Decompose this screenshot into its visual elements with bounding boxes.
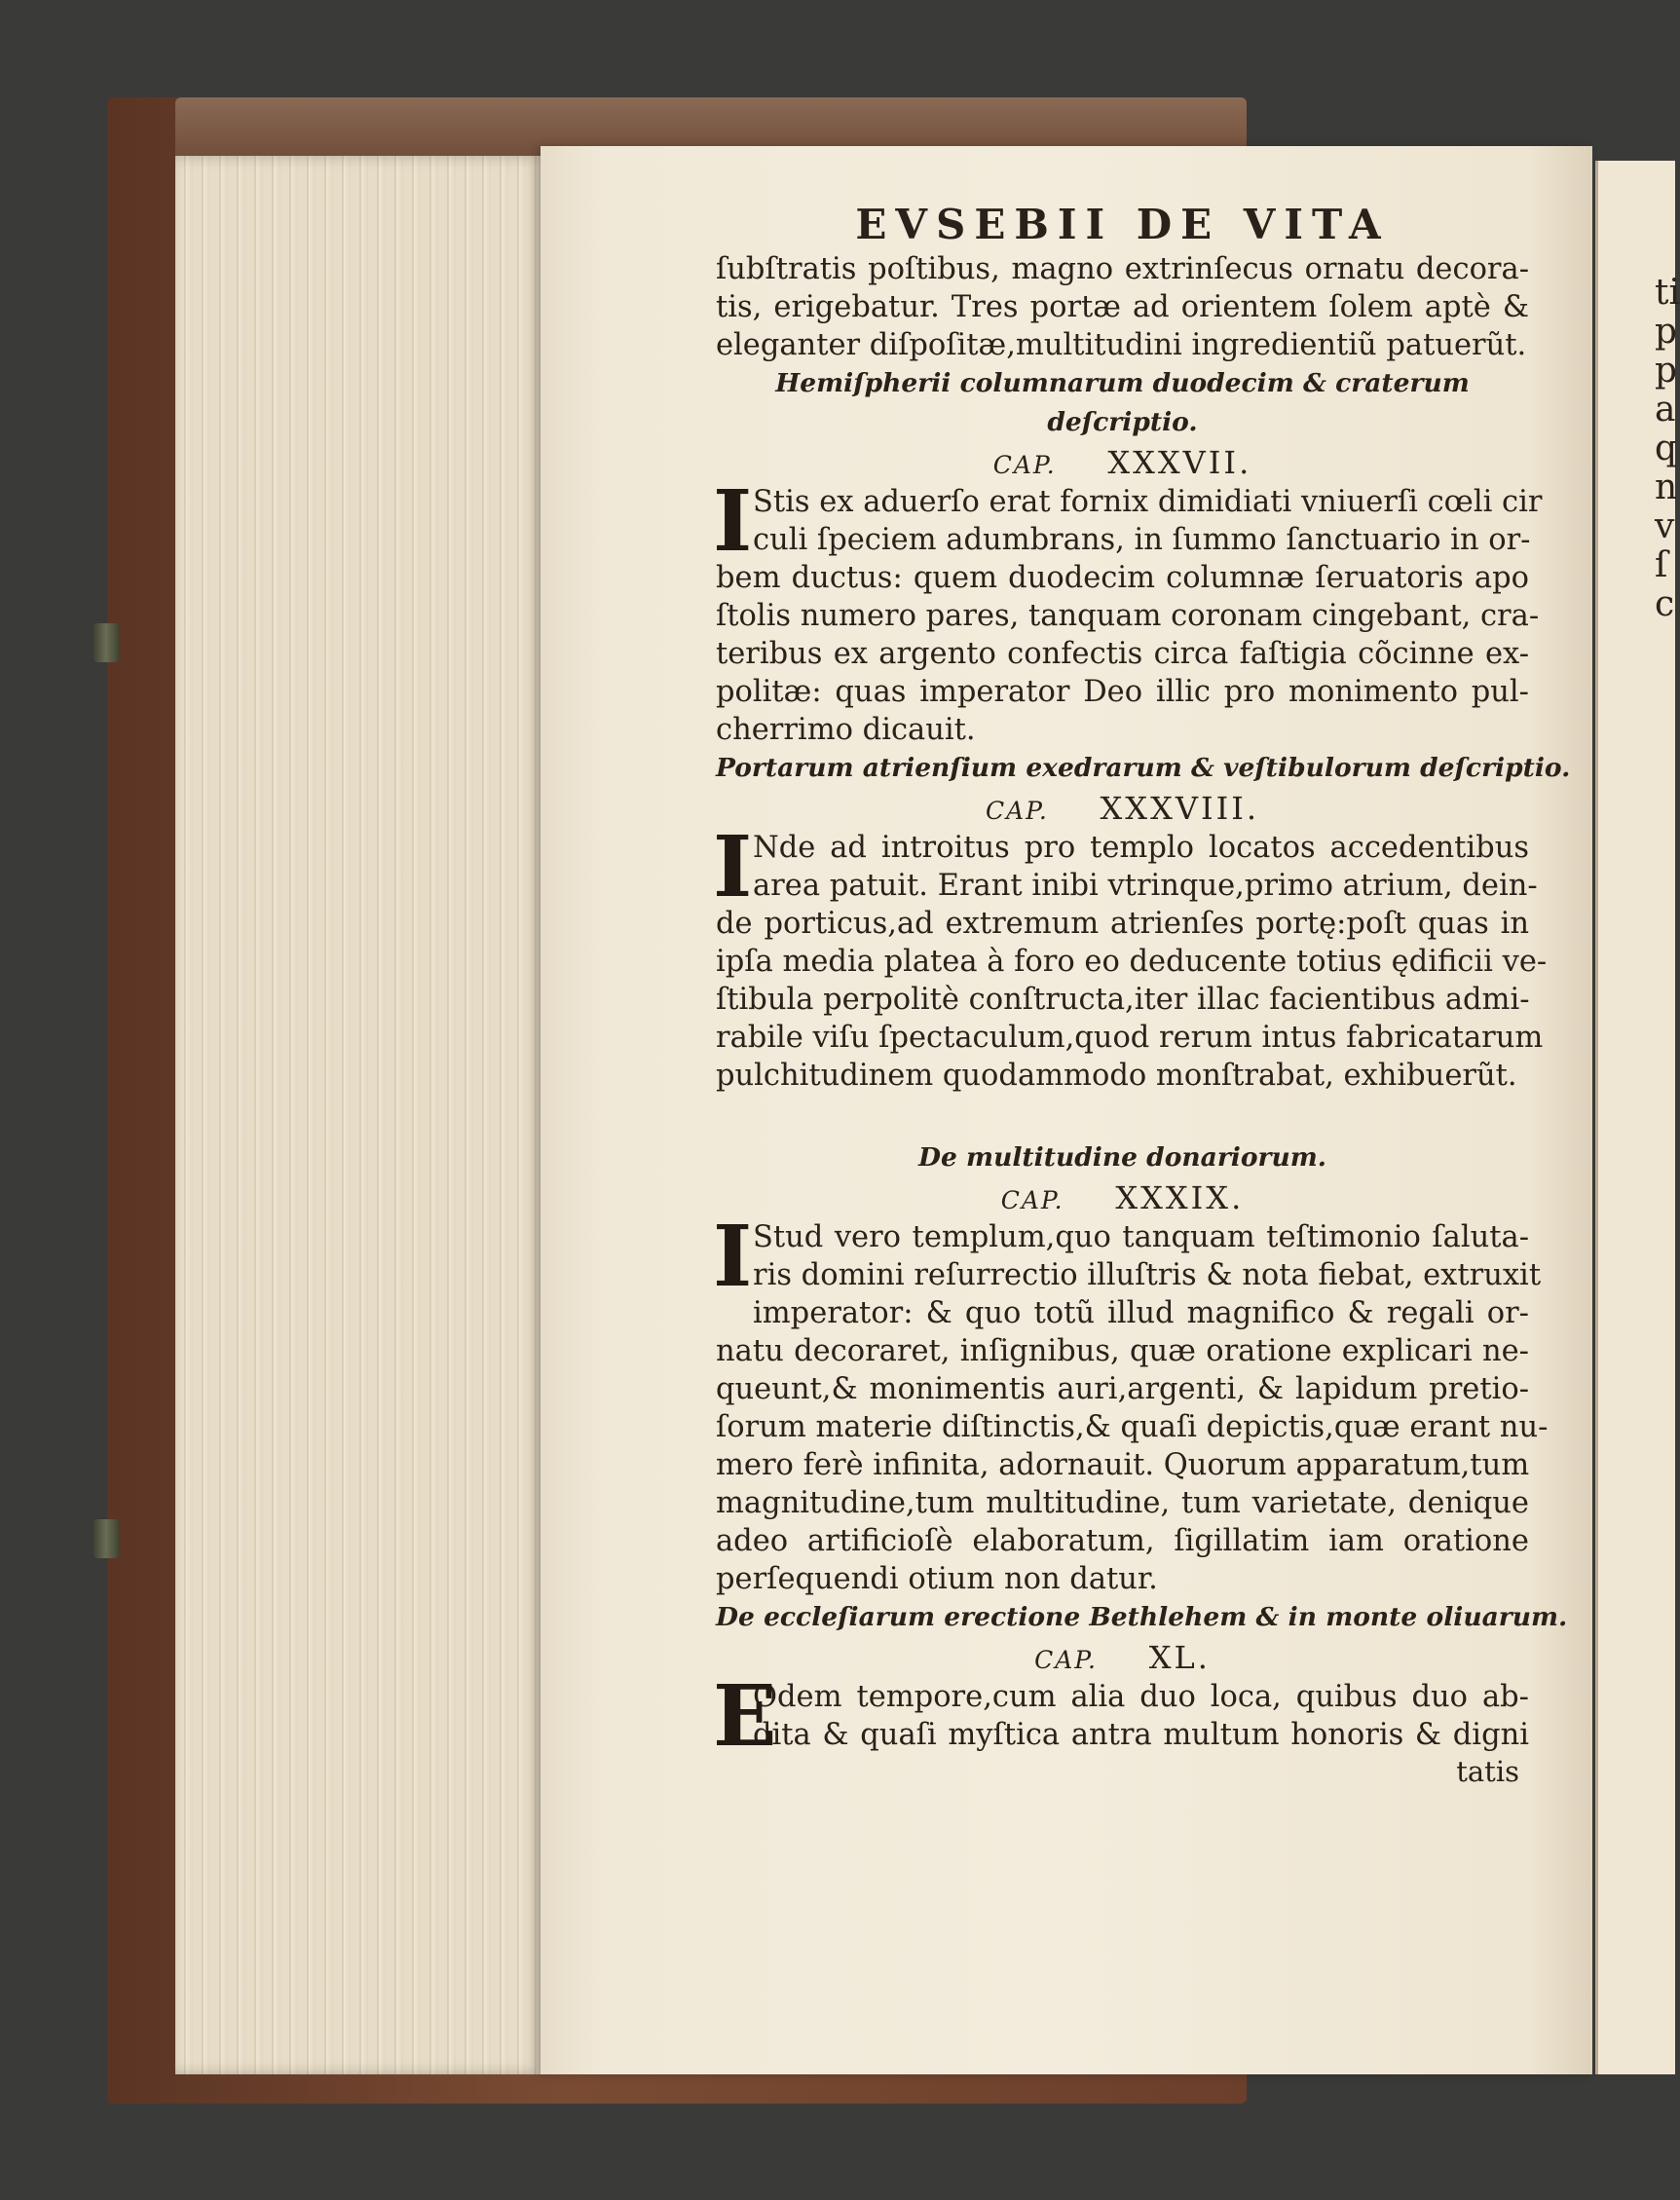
intro-paragraph [716, 250, 1529, 364]
text-line: Stis ex aduerſo erat fornix dimidiati vniuerſi cœli cir [753, 485, 1543, 519]
text-line: queunt,& monimentis auri,argenti, & lapidum pretio- [716, 1372, 1529, 1406]
chapter-paragraph [713, 1208, 1549, 1598]
facing-page-letter: ſ [1655, 545, 1668, 585]
chapters [713, 364, 1571, 1766]
facing-page-letter: c [1655, 584, 1675, 624]
drop-capital: I [713, 1208, 753, 1306]
text-line: ſtolis numero pares, tanquam coronam cingebant, cra- [716, 599, 1540, 633]
text-line: adeo artificioſè elaboratum, ſigillatim iam oratione [716, 1524, 1529, 1558]
facing-page-letter: q [1655, 429, 1678, 468]
facing-page-letter: ti [1655, 273, 1680, 313]
text-line: de porticus,ad extremum atrienſes portę:poſt quas in [716, 907, 1529, 941]
text-line: bem ductus: quem duodecim columnæ ſeruatoris apo [716, 561, 1529, 595]
page-text [713, 200, 1571, 1789]
text-line: culi ſpeciem adumbrans, in ſummo ſanctuario in or- [753, 523, 1531, 557]
clasp-top [93, 623, 119, 662]
text-line: rabile viſu ſpectaculum,quod rerum intus fabricatarum [716, 1021, 1544, 1055]
chapter-number [716, 1177, 1529, 1218]
text-line: ris domini reſurrectio illuſtris & nota fiebat, extruxit [753, 1258, 1542, 1292]
running-head: EVSEBII DE VITA [855, 201, 1390, 248]
chapter-heading: Portarum atrienſium exedrarum & veſtibulorum deſcriptio. [716, 753, 1571, 783]
chapter-paragraph [713, 818, 1548, 1095]
chapter-heading: De multitudine donariorum. [917, 1142, 1327, 1173]
text-line: teribus ex argento confectis circa faſtigia cõcinne ex- [716, 637, 1529, 671]
cap-label: CAP. [1034, 1646, 1098, 1674]
text-line: politæ: quas imperator Deo illic pro monimento pul- [716, 675, 1529, 709]
text-line: Stud vero templum,quo tanquam teſtimonio ſaluta- [753, 1220, 1529, 1254]
text-line: cherrimo dicauit. [716, 713, 976, 747]
cap-label: CAP. [992, 451, 1057, 479]
text-line: tis, erigebatur. Tres portæ ad orientem ſolem aptè & [716, 290, 1529, 324]
cap-numeral: XL. [1148, 1639, 1211, 1676]
chapter-paragraph [713, 472, 1543, 749]
chapter-heading: deſcriptio. [1047, 407, 1198, 437]
cap-label: CAP. [985, 797, 1049, 825]
facing-page-letter: n [1655, 467, 1678, 507]
text-line: area patuit. Erant inibi vtrinque,primo atrium, dein- [753, 869, 1538, 903]
page-edges [175, 156, 545, 2074]
facing-page-letter: p [1655, 351, 1678, 391]
drop-capital: I [713, 472, 753, 571]
facing-page-edge [1595, 161, 1680, 2074]
text-line: ipſa media platea à foro eo deducente totius ędificii ve- [716, 945, 1548, 979]
chapter-number [716, 1637, 1529, 1678]
text-line: dita & quaſi myſtica antra multum honoris & digni [753, 1718, 1529, 1752]
facing-page-letter: v [1655, 506, 1675, 546]
cap-numeral: XXXVIII. [1100, 790, 1260, 827]
facing-page-letter: a [1655, 390, 1676, 429]
text-line: perſequendi otium non datur. [716, 1562, 1158, 1596]
chapter-heading: De eccleſiarum erectione Bethlehem & in monte oliuarum. [716, 1602, 1568, 1632]
text-line: mero ferè infinita, adornauit. Quorum apparatum,tum [716, 1448, 1530, 1482]
text-line: Odem tempore,cum alia duo loca, quibus duo ab- [753, 1680, 1529, 1714]
text-line: ſubſtratis poſtibus, magno extrinſecus ornatu decora- [716, 252, 1529, 286]
clasp-bottom [93, 1519, 119, 1558]
chapter-number [716, 442, 1529, 483]
text-line: magnitudine,tum multitudine, tum varietate, denique [716, 1486, 1529, 1520]
cap-numeral: XXXVII. [1107, 444, 1252, 481]
chapter-paragraph [713, 1667, 1529, 1766]
text-line: ſtibula perpolitè conſtructa,iter illac facientibus admi- [716, 983, 1530, 1017]
text-line: ſorum materie diſtinctis,& quaſi depictis,quæ erant nu- [716, 1410, 1549, 1444]
facing-page-letter: p [1655, 312, 1678, 352]
drop-capital: I [713, 818, 753, 916]
text-line: eleganter diſpoſitæ,multitudini ingredientiũ patuerũt. [716, 328, 1527, 362]
chapter-number [716, 788, 1529, 829]
text-line: Nde ad introitus pro templo locatos accedentibus [753, 831, 1529, 865]
catchword: tatis [1456, 1755, 1519, 1788]
section-gap [716, 1095, 1529, 1138]
text-line: pulchitudinem quodammodo monſtrabat, exhibuerũt. [716, 1059, 1517, 1093]
text-line: imperator: & quo totũ illud magnifico & regali or- [753, 1296, 1529, 1330]
cap-label: CAP. [1000, 1186, 1064, 1214]
chapter-heading: Hemiſpherii columnarum duodecim & craterum [775, 368, 1470, 398]
cap-numeral: XXXIX. [1115, 1179, 1245, 1216]
drop-capital: E [713, 1667, 777, 1766]
text-line: natu decoraret, inſignibus, quæ oratione explicari ne- [716, 1334, 1529, 1368]
